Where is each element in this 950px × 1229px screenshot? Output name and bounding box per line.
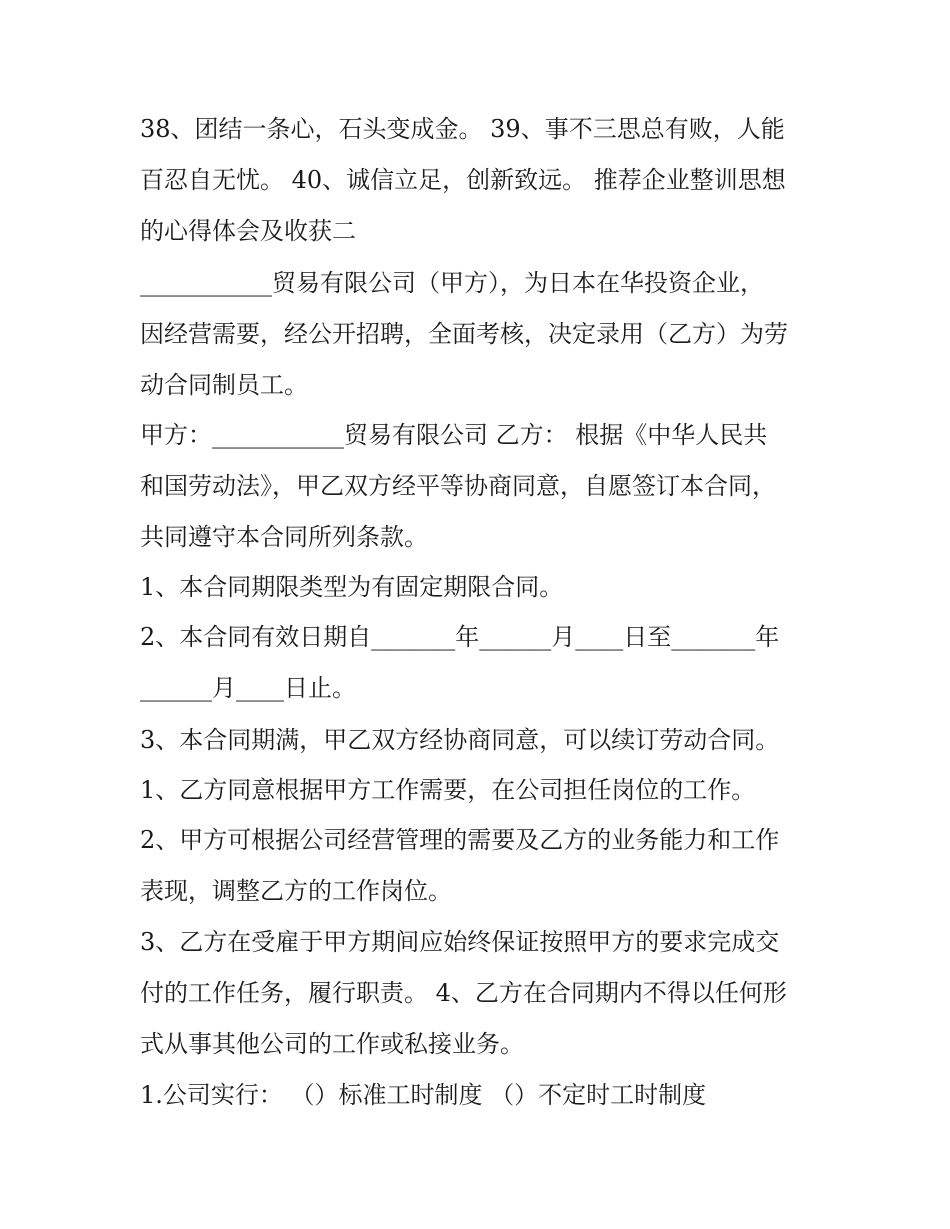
text-line: 百忍自无忧。 40、诚信立足，创新致远。 推荐企业整训思想 xyxy=(140,166,786,194)
text-line: 表现，调整乙方的工作岗位。 xyxy=(140,877,452,905)
text-line: 式从事其他公司的工作或私接业务。 xyxy=(140,1030,524,1058)
text-line: 动合同制员工。 xyxy=(140,371,308,399)
text-line: 1、乙方同意根据甲方工作需要，在公司担任岗位的工作。 xyxy=(140,776,756,804)
text-line: 1.公司实行： （）标准工时制度 （）不定时工时制度 xyxy=(140,1081,707,1109)
paragraph-company-intro xyxy=(140,258,820,411)
text-line: 3、本合同期满，甲乙双方经协商同意，可以续订劳动合同。 xyxy=(140,726,780,754)
text-line: 2、甲方可根据公司经营管理的需要及乙方的业务能力和工作 xyxy=(140,826,780,854)
clause-contract-type xyxy=(140,562,820,613)
text-line: 3、乙方在受雇于甲方期间应始终保证按照甲方的要求完成交 xyxy=(140,928,780,956)
clause-adjust-position xyxy=(140,815,820,917)
text-line: 38、团结一条心，石头变成金。 39、事不三思总有败，人能 xyxy=(140,115,785,143)
clause-position xyxy=(140,765,820,816)
text-line: 和国劳动法》，甲乙双方经平等协商同意，自愿签订本合同， xyxy=(140,472,776,500)
text-line: ___________贸易有限公司（甲方），为日本在华投资企业， xyxy=(140,269,764,297)
text-line: 的心得体会及收获二 xyxy=(140,217,356,245)
text-line: 共同遵守本合同所列条款。 xyxy=(140,523,428,551)
clause-working-hours xyxy=(140,1070,820,1121)
clause-contract-dates xyxy=(140,612,820,714)
text-line: 2、本合同有效日期自_______年______月____日至_______年 xyxy=(140,623,780,651)
text-line: 因经营需要，经公开招聘，全面考核，决定录用（乙方）为劳 xyxy=(140,320,788,348)
clause-renewal xyxy=(140,715,820,766)
clause-duties xyxy=(140,917,820,1070)
paragraph-slogans xyxy=(140,104,820,257)
text-line: ______月____日止。 xyxy=(140,674,356,702)
text-line: 1、本合同期限类型为有固定期限合同。 xyxy=(140,573,564,601)
text-line: 付的工作任务，履行职责。 4、乙方在合同期内不得以任何形 xyxy=(140,979,787,1007)
paragraph-parties xyxy=(140,410,820,563)
text-line: 甲方：___________贸易有限公司 乙方： 根据《中华人民共 xyxy=(140,421,768,449)
